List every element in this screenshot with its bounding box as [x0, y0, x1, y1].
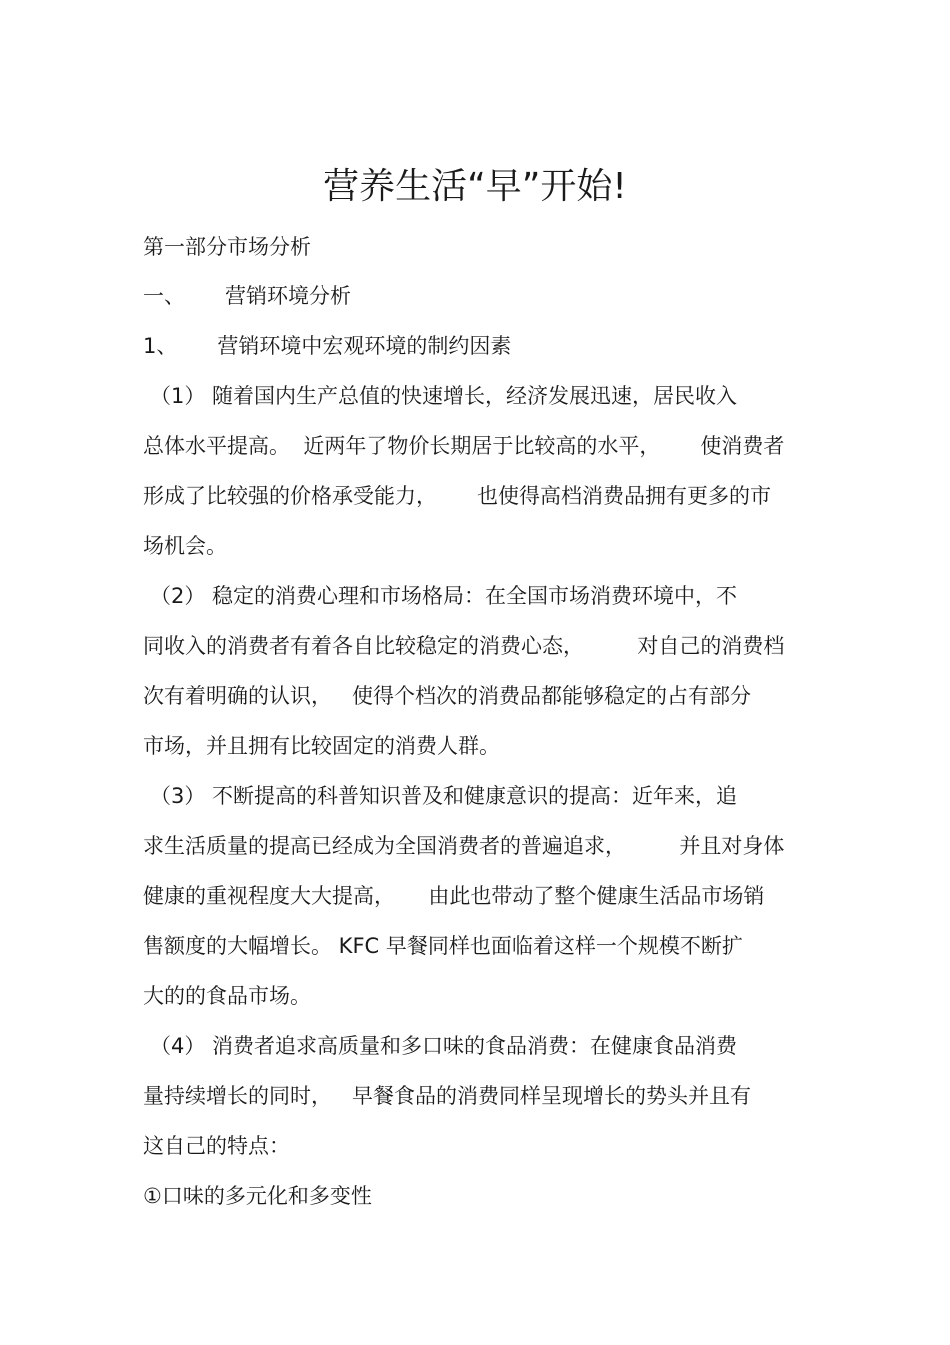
subsection-heading: 1、 营销环境中宏观环境的制约因素 [143, 334, 512, 358]
paragraph-line: 总体水平提高。 近两年了物价长期居于比较高的水平， 使消费者 [143, 434, 785, 458]
list-item: ①口味的多元化和多变性 [143, 1184, 372, 1208]
paragraph-line: 售额度的大幅增长。 KFC 早餐同样也面临着这样一个规模不断扩 [143, 934, 743, 958]
section-heading: 第一部分市场分析 [143, 235, 311, 259]
paragraph-line: （3） 不断提高的科普知识普及和健康意识的提高：近年来，追 [150, 784, 738, 808]
paragraph-line: 求生活质量的提高已经成为全国消费者的普遍追求， 并且对身体 [143, 834, 785, 858]
paragraph-line: （2） 稳定的消费心理和市场格局：在全国市场消费环境中，不 [150, 584, 738, 608]
page-title: 营养生活“早”开始! [323, 166, 627, 207]
paragraph-line: （1） 随着国内生产总值的快速增长，经济发展迅速，居民收入 [150, 384, 738, 408]
paragraph-line: 次有着明确的认识， 使得个档次的消费品都能够稳定的占有部分 [143, 684, 752, 708]
paragraph-line: 场机会。 [143, 534, 227, 558]
paragraph-line: 同收入的消费者有着各自比较稳定的消费心态， 对自己的消费档 [143, 634, 785, 658]
paragraph-line: （4） 消费者追求高质量和多口味的食品消费：在健康食品消费 [150, 1034, 738, 1058]
paragraph-line: 大的的食品市场。 [143, 984, 311, 1008]
paragraph-line: 这自己的特点： [143, 1134, 290, 1158]
paragraph-line: 形成了比较强的价格承受能力， 也使得高档消费品拥有更多的市 [143, 484, 772, 508]
paragraph-line: 市场，并且拥有比较固定的消费人群。 [143, 734, 500, 758]
paragraph-line: 量持续增长的同时， 早餐食品的消费同样呈现增长的势头并且有 [143, 1084, 752, 1108]
paragraph-line: 健康的重视程度大大提高， 由此也带动了整个健康生活品市场销 [143, 884, 765, 908]
subsection-heading: 一、 营销环境分析 [143, 284, 352, 308]
